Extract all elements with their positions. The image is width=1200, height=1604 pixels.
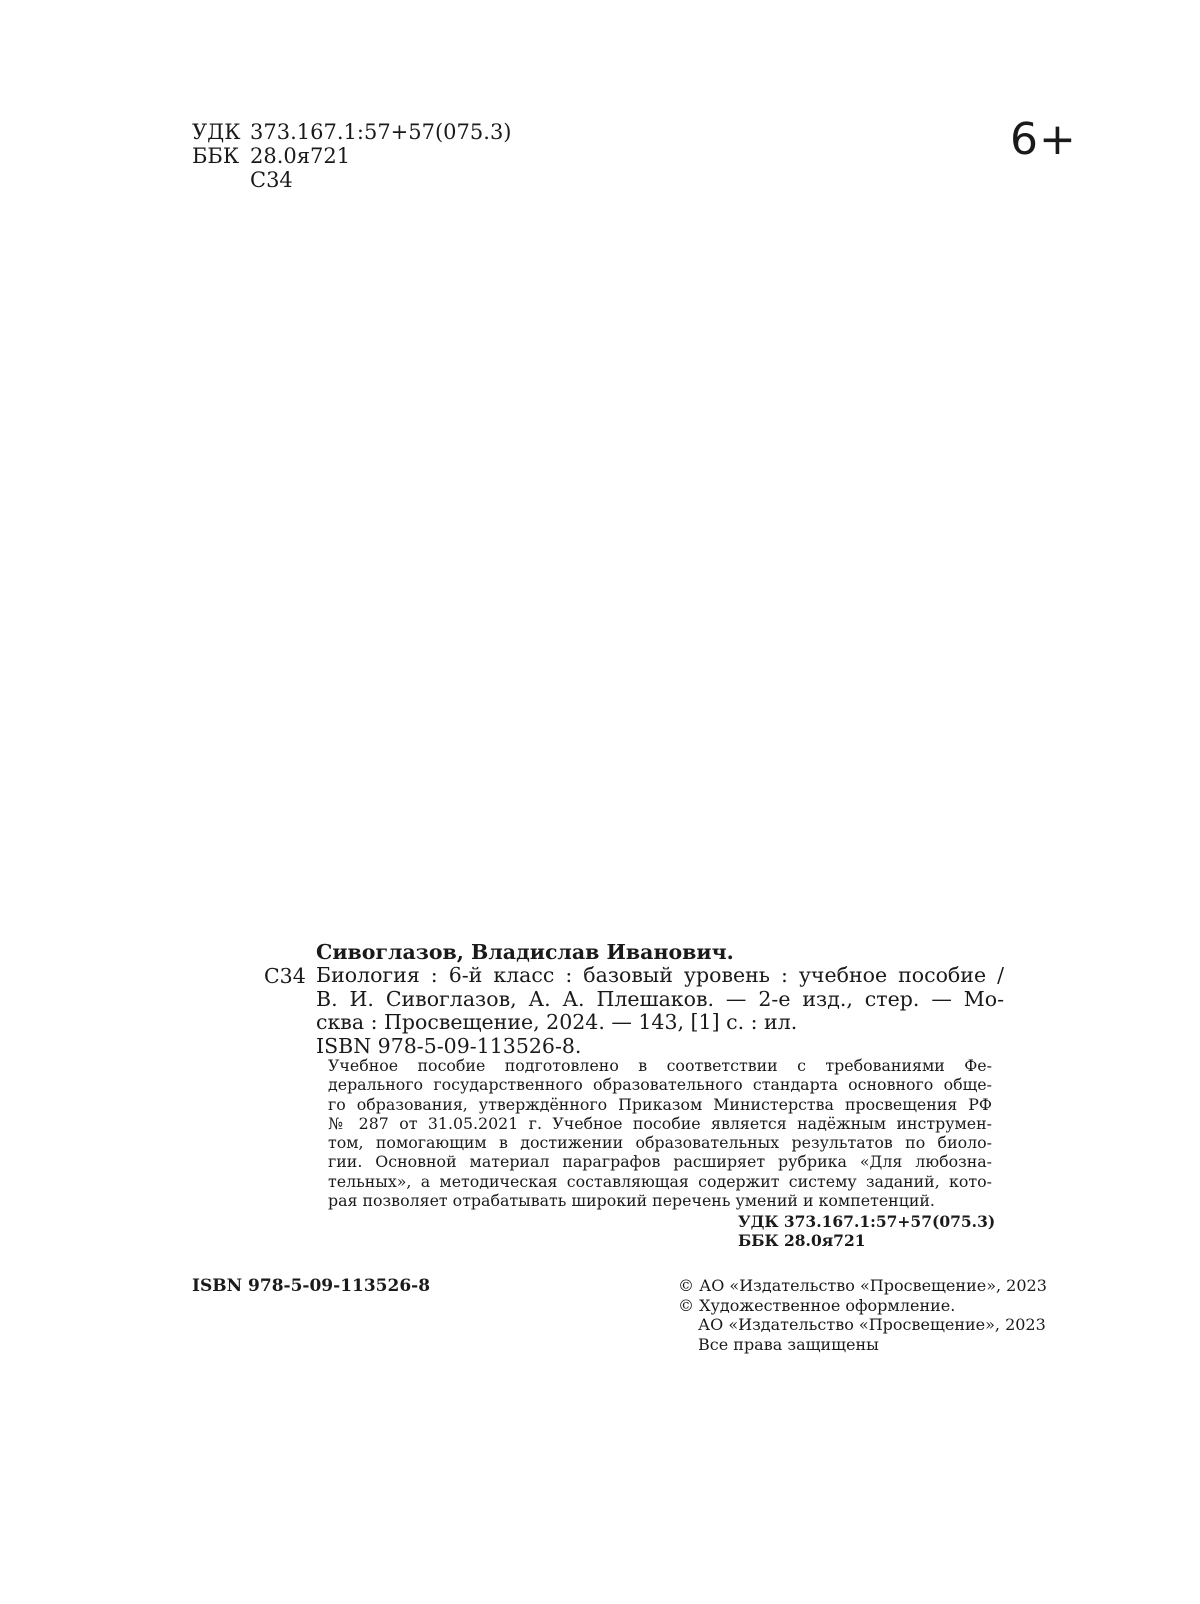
annotation-line: том, помогающим в достижении образовательных результатов по биоло- [328,1133,992,1153]
author-heading: Сивоглазов, Владислав Иванович. [316,940,734,964]
bib-line: В. И. Сивоглазов, А. А. Плешаков. — 2-е изд., стер. — Мо- [316,986,1004,1011]
udk-row [192,120,512,144]
udk-value: 373.167.1:57+57(075.3) [250,120,512,144]
footer-udk: УДК 373.167.1:57+57(075.3) [738,1212,996,1231]
bib-line: Биология : 6-й класс : базовый уровень : учебное пособие / [316,963,1004,987]
copyright-line: © Художественное оформление. [678,1295,956,1315]
bib-isbn-line: ISBN 978-5-09-113526-8. [316,1033,582,1058]
copyright-line: © АО «Издательство «Просвещение», 2023 [678,1276,1047,1295]
bib-description [316,964,1004,1058]
annotation-line: гии. Основной материал параграфов расширяет рубрика «Для любозна- [328,1152,992,1172]
bbk-label: ББК [192,144,240,168]
rights-reserved: Все права защищены [698,1334,879,1354]
copyright-line: АО «Издательство «Просвещение», 2023 [698,1315,1046,1334]
annotation-line: Учебное пособие подготовлено в соответствии с требованиями Фе- [328,1056,992,1075]
copyright-block [678,1276,1047,1354]
age-rating: 6+ [1010,114,1077,165]
isbn: ISBN 978-5-09-113526-8 [192,1276,431,1296]
annotation-line: го образования, утверждённого Приказом Министерства просвещения РФ [328,1094,992,1114]
annotation-line: рая позволяет отрабатывать широкий перечень умений и компетенций. [328,1191,935,1211]
classification-codes-header [192,120,512,192]
author-mark: С34 [250,168,293,192]
footer-bbk: ББК 28.0я721 [738,1231,866,1250]
bib-author-mark: С34 [264,964,306,988]
bbk-value: 28.0я721 [250,144,351,168]
udk-label: УДК [192,120,241,144]
annotation-line: дерального государственного образовательного стандарта основного обще- [328,1075,992,1095]
annotation-line: № 287 от 31.05.2021 г. Учебное пособие является надёжным инструмен- [328,1113,992,1133]
bib-line: сква : Просвещение, 2024. — 143, [1] с. : ил. [316,1010,798,1034]
annotation-line: тельных», а методическая составляющая содержит систему заданий, кото- [328,1171,992,1191]
classification-codes-footer [738,1212,995,1250]
author-mark-row [192,168,512,192]
bbk-row [192,144,512,168]
annotation [328,1056,992,1210]
